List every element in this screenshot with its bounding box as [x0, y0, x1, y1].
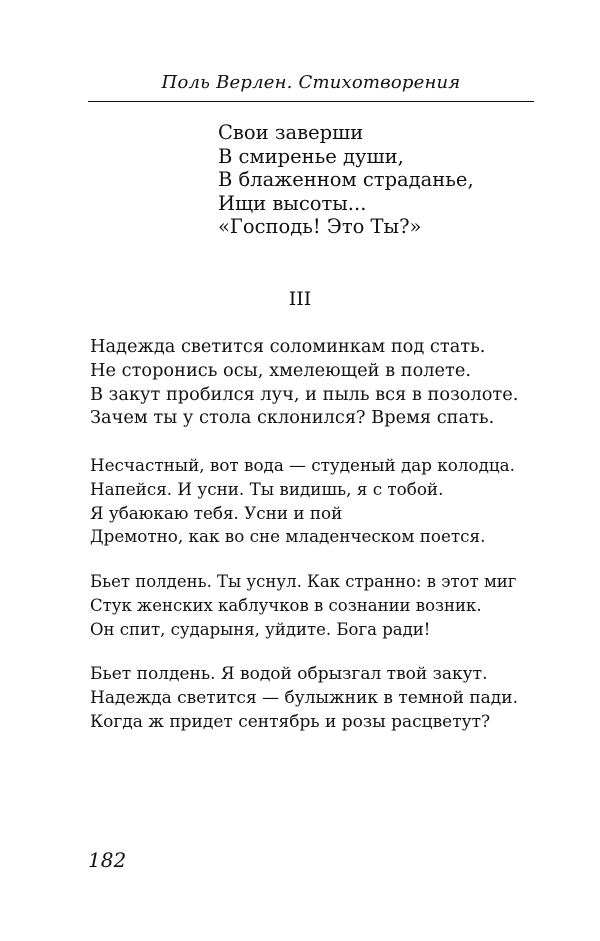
- verse-line: Он спит, сударыня, уйдите. Бога ради!: [90, 619, 431, 639]
- page-number: 182: [88, 848, 127, 872]
- stanza-1: [218, 121, 474, 239]
- verse-line: Бьет полдень. Я водой обрызгал твой закут.: [90, 664, 488, 684]
- verse-line: «Господь! Это Ты?»: [218, 215, 422, 238]
- verse-line: Дремотно, как во сне младенческом поется.: [90, 526, 486, 547]
- section-number: III: [288, 288, 312, 310]
- verse-line: Напейся. И усни. Ты видишь, я с тобой.: [90, 478, 444, 499]
- verse-line: Я убаюкаю тебя. Усни и пой: [90, 502, 343, 523]
- verse-line: Несчастный, вот вода — студеный дар колодца.: [90, 455, 515, 475]
- verse-line: В закут пробился луч, и пыль вся в позолоте.: [90, 384, 519, 405]
- verse-line: Ищи высоты...: [218, 191, 367, 215]
- verse-line: Стук женских каблучков в сознании возник.: [90, 595, 482, 615]
- verse-line: В блаженном страданье,: [218, 168, 474, 191]
- stanza-3: [90, 454, 515, 549]
- header-rule: [88, 101, 534, 102]
- verse-line: Надежда светится соломинкам под стать.: [90, 337, 486, 357]
- verse-line: Свои заверши: [218, 121, 364, 144]
- verse-line: Бьет полдень. Ты уснул. Как странно: в этот миг: [90, 572, 517, 591]
- stanza-2: [90, 336, 518, 431]
- verse-line: Не сторонись осы, хмелеющей в полете.: [90, 360, 472, 381]
- stanza-5: [90, 663, 518, 734]
- verse-line: Зачем ты у стола склонился? Время спать.: [90, 408, 495, 429]
- running-head: Поль Верлен. Стихотворения: [161, 72, 461, 93]
- verse-line: Надежда светится — булыжник в темной пади.: [90, 687, 519, 708]
- verse-line: Когда ж придет сентябрь и розы расцветут?: [90, 711, 491, 732]
- verse-line: В смиренье души,: [218, 144, 404, 168]
- stanza-4: [90, 570, 516, 641]
